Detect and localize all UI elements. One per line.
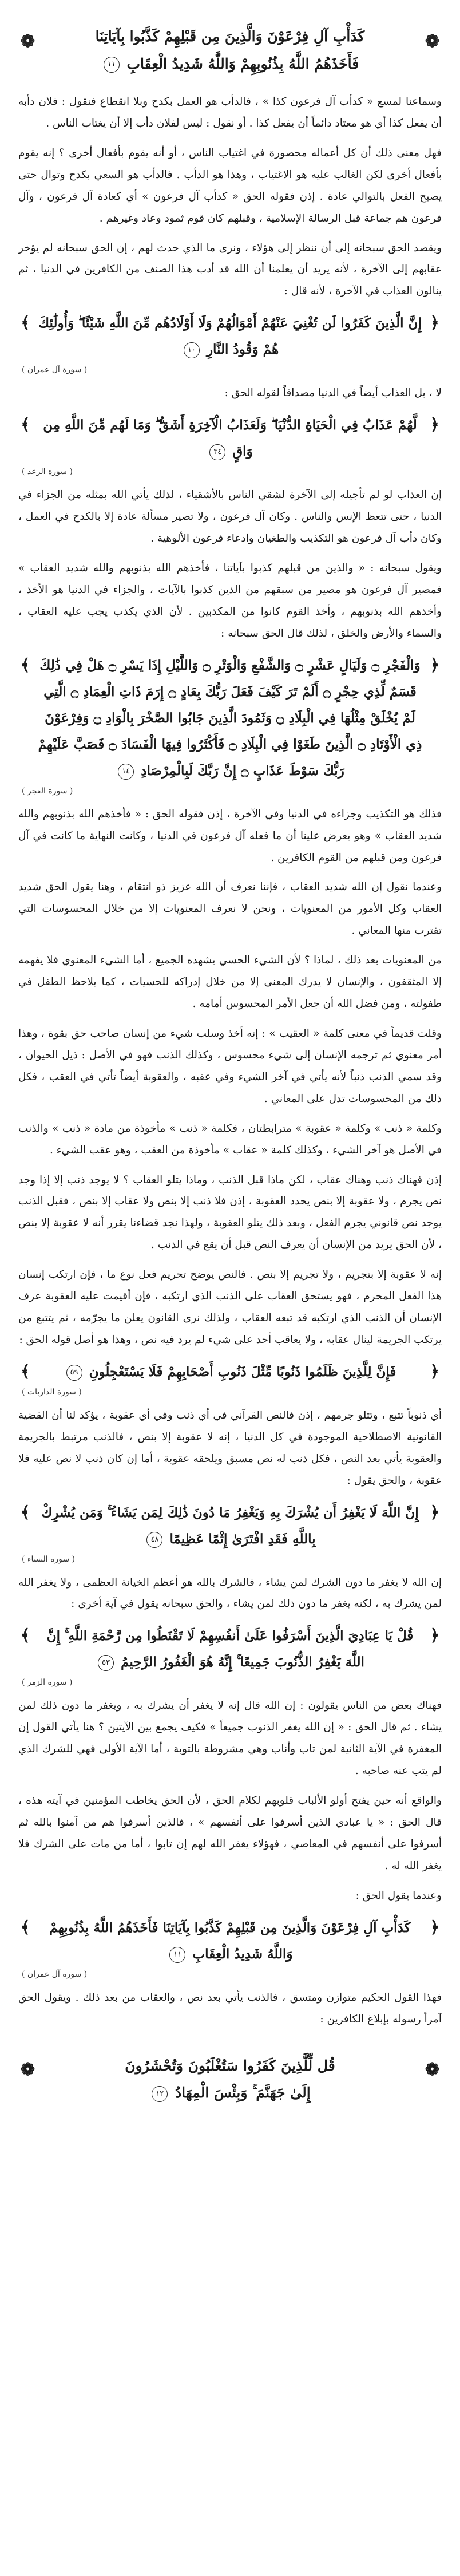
- verse-text: قُلْ يَا عِبَادِيَ الَّذِينَ أَسْرَفُوا عَلَىٰ أَنفُسِهِمْ لَا تَقْنَطُوا مِن رَّحْمَةِ اللَّهِ ۚ إِنَّ اللَّهَ يَغْفِرُ الذُّنُوبَ جَمِيعًا ۚ إِنَّهُ هُوَ الْغَفُورُ الرَّحِيمُ: [46, 1628, 414, 1670]
- paragraph: والواقع أنه حين يفتح أولو الألباب قلوبهم لكلام الحق ، لأن الحق يخاطب المؤمنين في آيته هذه ، قال الحق : « يا عبادي الذين أسرفوا على أنفسهم » ، فالذين أسرفوا هم من آمنوا بالله ثم أسرفوا على أنفسهم في المعاصي ، فهؤلاء يغفر الله لهم إن تابوا ، أما من مات على الشرك فلا يغفر الله له .: [18, 1795, 442, 1872]
- verse-source: ( سورة الزمر ): [22, 1678, 73, 1688]
- ayah-number: ٥٩: [66, 1365, 82, 1381]
- ayah-number: ٥٣: [98, 1655, 114, 1671]
- ornament-right-icon: ❁: [425, 31, 439, 52]
- paragraph: إنه لا عقوبة إلا بتجريم ، ولا تجريم إلا بنص . فالنص يوضح تحريم فعل نوع ما ، فإن ارتكب إنسان هذا الفعل المحرم ، فهو يستحق العقاب على الذنب الذي ارتكبه ، فإن أقيمت عليه العقوبة عرف الإنسان أن الذنب الذي ارتكبه قد تبعه العقاب ، ولذلك نرى القانون يعلن ما يجرّمه ، ثم يتتبع من يرتكب الجريمة لينال عقابه ، ولا يعاقب أحد على شيء لم يرد فيه نص ، وهذا هو أصل قوله الحق :: [18, 1269, 442, 1346]
- ayah-number: ١٠: [184, 342, 200, 358]
- verse-text: إِنَّ الَّذِينَ كَفَرُوا لَن تُغْنِيَ عَنْهُمْ أَمْوَالُهُمْ وَلَا أَوْلَادُهُم مِّنَ اللَّهِ شَيْئًا ۖ وَأُولَٰئِكَ هُمْ وَقُودُ النَّارِ: [38, 315, 422, 358]
- verse-source: ( سورة آل عمران ): [22, 1969, 88, 1979]
- paragraph: وكلمة « ذنب » وكلمة « عقوبة » مترابطتان ، فكلمة « ذنب » مأخوذة من مادة « ذنب » والذنب في الأصل هو آخر الشيء ، وكذلك كلمة « عقاب » مأخوذة من العقب ، وهو عقب الشيء .: [18, 1122, 442, 1156]
- verse-text: لَّهُمْ عَذَابٌ فِي الْحَيَاةِ الدُّنْيَا ۖ وَلَعَذَابُ الْآخِرَةِ أَشَقُّ ۖ وَمَا لَهُم مِّنَ اللَّهِ مِن وَاقٍ: [43, 417, 417, 460]
- bracket-open-icon: ﴿: [430, 655, 439, 674]
- paragraph: إن العذاب لو لم تأجيله إلى الآخرة لشقي الناس بالأشقياء ، لذلك يأتي الله بمثله من الجزاء في الدنيا ، حتى تتعظ الإنس والناس . وكان آل فرعون ، ولا تصير مسألة عادة إلا بالكدح في العمل ، وكان دأب آل فرعون هو التكذيب والطغيان وادعاء فرعون الألوهية .: [18, 489, 442, 545]
- verse-source: ( سورة الرعد ): [22, 467, 73, 477]
- bracket-open-icon: ﴿: [430, 313, 439, 333]
- ayah-number: ٣٤: [209, 444, 225, 460]
- closing-verse-line-1: قُل لِّلَّذِينَ كَفَرُوا سَتُغْلَبُونَ وَتُحْشَرُونَ: [125, 2057, 335, 2074]
- bracket-open-icon: ﴿: [430, 1361, 439, 1381]
- paragraph: أي ذنوباً تتبع ، وتتلو جرمهم ، إذن فالنص القرآني في أي ذنب وفي أي عقوبة ، يؤكد لنا أن القضية القانونية الاصطلاحية الموجودة في كل الدنيا ، إنه لا عقوبة إلا بنص ، فالذنب مرتبط بالجريمة والعقوبة يأتي بعد النص ، فكل ذنب له نص مسبق ويلحقه عقوبة ، أما إن كان ذنب لا نص عليه فلا عقوبة ، والحق يقول :: [18, 1409, 442, 1487]
- ayah-number: ١٤: [118, 764, 134, 780]
- bracket-close-icon: ﴾: [21, 415, 30, 434]
- closing-verse-line-2: [47, 2079, 413, 2107]
- paragraph: فهذا القول الحكيم متوازن ومتسق ، فالذنب يأتي بعد نص ، والعقاب من بعد ذلك . ويقول الحق آمراً رسوله بإبلاغ الكافرين :: [18, 1991, 442, 2025]
- ayah-number: ١٢: [152, 2086, 168, 2102]
- quran-verse: [18, 653, 442, 784]
- quran-verse: [18, 310, 442, 363]
- quran-verse: [18, 412, 442, 465]
- bracket-open-icon: ﴿: [430, 1917, 439, 1937]
- verse-source: ( سورة آل عمران ): [22, 365, 88, 375]
- paragraph: وسماعنا لمسع « كدأب آل فرعون كذا » ، فالدأب هو العمل بكدح وبلا انقطاع فنقول : فلان دأبه أن يفعل كذا أي هو معتاد دائماً أن يفعل كذا . أو نقول : ليس لفلان دأب إلا أن يغتاب الناس .: [18, 96, 442, 129]
- bracket-open-icon: ﴿: [430, 1626, 439, 1645]
- verse-text: كَدَأْبِ آلِ فِرْعَوْنَ وَالَّذِينَ مِن قَبْلِهِمْ كَذَّبُوا بِآيَاتِنَا فَأَخَذَهُمُ اللَّهُ بِذُنُوبِهِمْ وَاللَّهُ شَدِيدُ الْعِقَابِ: [49, 1919, 411, 1962]
- paragraph: إذن فهناك ذنب وهناك عقاب ، لكن ماذا قبل الذنب ، وماذا يتلو العقاب ؟ لا يوجد ذنب إلا إذا وجد نص يجرم ، ولا عقوبة إلا بنص يحدد العقوبة ، إذن فلا ذنب إلا بنص ولا عقاب إلا بنص ، فقبل الذنب يوجد نص قانوني يجرم الفعل ، وبعد ذلك يتلو العقوبة ، ولهذا نجد قضاءنا يقرر أنه لا عقوبة إلا بنص ، لأن الحق يريد من الإنسان أن يعرف النص قبل أن يقع في الذنب .: [18, 1174, 442, 1251]
- bracket-close-icon: ﴾: [21, 1361, 30, 1381]
- verse-text: فَإِنَّ لِلَّذِينَ ظَلَمُوا ذَنُوبًا مِّثْلَ ذَنُوبِ أَصْحَابِهِمْ فَلَا يَسْتَعْجِلُونِ: [89, 1364, 396, 1380]
- verse-text: وَالْفَجْرِ ۝ وَلَيَالٍ عَشْرٍ ۝ وَالشَّفْعِ وَالْوَتْرِ ۝ وَاللَّيْلِ إِذَا يَسْرِ ۝ هَلْ فِي ذَٰلِكَ قَسَمٌ لِّذِي حِجْرٍ ۝ أَلَمْ تَرَ كَيْفَ فَعَلَ رَبُّكَ بِعَادٍ ۝ إِرَمَ ذَاتِ الْعِمَادِ ۝ الَّتِي لَمْ يُخْلَقْ مِثْلُهَا فِي الْبِلَادِ ۝ وَثَمُودَ الَّذِينَ جَابُوا الصَّخْرَ بِالْوَادِ ۝ وَفِرْعَوْنَ ذِي الْأَوْتَادِ ۝ الَّذِينَ طَغَوْا فِي الْبِلَادِ ۝ فَأَكْثَرُوا فِيهَا الْفَسَادَ ۝ فَصَبَّ عَلَيْهِمْ رَبُّكَ سَوْطَ عَذَابٍ ۝ إِنَّ رَبَّكَ لَبِالْمِرْصَادِ: [38, 657, 422, 779]
- paragraph: ويقصد الحق سبحانه إلى أن ننظر إلى هؤلاء ، ونرى ما الذي حدث لهم ، إن الحق سبحانه لم يؤخر عقابهم إلى الآخرة ، لأنه يريد أن يعلمنا أن الله قد أدب هذا الصنف من الكافرين في الدنيا ، ثم ينالون العذاب في الآخرة ، لأنه قال :: [18, 242, 442, 298]
- paragraph: إن الله لا يغفر ما دون الشرك لمن يشاء ، فالشرك بالله هو أعظم الخيانة العظمى ، ولا يغفر الله لمن يشرك به ، لكنه يغفر ما دون ذلك لمن يشاء ، والحق سبحانه يقول في آية أخرى :: [18, 1576, 442, 1610]
- header-verse-line-2: [49, 50, 411, 78]
- ornament-left-icon: ❁: [21, 31, 35, 52]
- header-verse: [18, 15, 442, 83]
- paragraph: فهناك بعض من الناس يقولون : إن الله قال إنه لا يغفر أن يشرك به ، ويغفر ما دون ذلك لمن يشاء . ثم قال الحق : « إن الله يغفر الذنوب جميعاً » فكيف يجمع بين الآيتين ؟ هنا يأتي القول إن المغفرة في الآية الثانية لمن تاب وأناب وهي مشروطة بالتوبة ، أما الآية الأولى فهي للشرك الذي لم يتب عنه صاحبه .: [18, 1700, 442, 1777]
- quran-verse: [18, 1915, 442, 1967]
- ayah-number: ١١: [169, 1947, 185, 1963]
- page: [18, 0, 442, 2111]
- header-verse-line-1: كَدَأْبِ آلِ فِرْعَوْنَ وَالَّذِينَ مِن قَبْلِهِمْ كَذَّبُوا بِآيَاتِنَا: [95, 28, 365, 45]
- paragraph: من المعنويات بعد ذلك ، لماذا ؟ لأن الشيء الحسي يشهده الجميع ، أما الشيء المعنوي فلا يفهمه إلا المثقفون ، والإنسان لا يدرك المعنى إلا من خلال إدراكه للحسيات ، كما يلاحظ الطفل في طفولته ، ومن فضل الله أن جعل الأمر المحسوس أمامه .: [18, 954, 442, 1010]
- ornament-left-icon: ❁: [21, 2059, 35, 2080]
- bracket-open-icon: ﴿: [430, 415, 439, 434]
- bracket-close-icon: ﴾: [21, 313, 30, 333]
- verse-text: إِنَّ اللَّهَ لَا يَغْفِرُ أَن يُشْرَكَ بِهِ وَيَغْفِرُ مَا دُونَ ذَٰلِكَ لِمَن يَشَاءُ ۚ وَمَن يُشْرِكْ بِاللَّهِ فَقَدِ افْتَرَىٰ إِثْمًا عَظِيمًا: [41, 1504, 419, 1547]
- bracket-close-icon: ﴾: [21, 1502, 30, 1522]
- verse-source: ( سورة الذاريات ): [22, 1387, 82, 1397]
- paragraph: فهل معنى ذلك أن كل أعماله محصورة في اغتياب الناس ، أو أنه يقوم بأفعال أخرى ؟ إنه يقوم بأفعال أخرى لكن الغالب عليه هو الاغتياب ، وهذا هو الدأب . فالدأب هو السعي بكدح وتوال حتى يصبح الفعل بالتوالي عادة . إذن فقوله الحق « كدأب آل فرعون » أي كعادة آل فرعون ، وآل فرعون هم جماعة قبل الرسالة الإسلامية ، وقبلهم كان قوم ثمود وعاد وغيرهم .: [18, 147, 442, 224]
- verse-source: ( سورة النساء ): [22, 1554, 76, 1564]
- paragraph: فذلك هو التكذيب وجزاءه في الدنيا وفي الآخرة ، إذن فقوله الحق : « فأخذهم الله بذنوبهم والله شديد العقاب » وهو يعرض علينا أن ما فعله آل فرعون في الدنيا ، وكانت النهاية ما كانت في آل فرعون ومن قبلهم من القوم الكافرين .: [18, 808, 442, 864]
- bracket-close-icon: ﴾: [21, 655, 30, 674]
- quran-verse: [18, 1359, 442, 1385]
- quran-verse: [18, 1623, 442, 1676]
- bracket-open-icon: ﴿: [430, 1502, 439, 1522]
- paragraph: وعندما يقول الحق :: [355, 1889, 442, 1902]
- paragraph: وعندما نقول إن الله شديد العقاب ، فإننا نعرف أن الله عزيز ذو انتقام ، وهنا يقول الحق شديد العقاب وكل الأمور من المعنويات ، ونحن لا نعرف المعنويات إلا من خلال المحسوسات التي تقترب منها المعاني .: [18, 881, 442, 937]
- verse-source: ( سورة الفجر ): [22, 786, 73, 796]
- paragraph: ويقول سبحانه : « والذين من قبلهم كذبوا بآياتنا ، فأخذهم الله بذنوبهم والله شديد العقاب » فمصير آل فرعون هو مصير من سبقهم من الذين كذبوا بالآيات ، والجزاء في الدنيا هو الأخذ ، وأخذهم الله بذنوبهم ، وأخذ القوم كانوا من المكذبين . لأن الذي يكذب يجب عليه العقاب ، والسماء والأرض والخلق ، لذلك قال الحق سبحانه :: [18, 562, 442, 639]
- paragraph: لا ، بل العذاب أيضاً في الدنيا مصداقاً لقوله الحق :: [224, 387, 442, 400]
- bracket-close-icon: ﴾: [21, 1917, 30, 1937]
- closing-verse-line-2-text: إِلَىٰ جَهَنَّمَ ۚ وَبِئْسَ الْمِهَادُ: [175, 2084, 311, 2101]
- quran-verse: [18, 1500, 442, 1552]
- paragraph: وقلت قديماً في معنى كلمة « العقيب » : إنه أخذ وسلب شيء من إنسان صاحب حق بقوة ، وهذا أمر معنوي ثم ترجمه الإنسان إلى شيء محسوس ، وكذلك الذنب فهو في الأصل : ذيل الحيوان ، وقد سمي الذنب ذنباً لأنه يأتي في آخر الشيء وفي عقبه ، والعقوبة أيضاً تأتي في العقب ، فكل ذلك من المحسوسات تدل على المعاني .: [18, 1027, 442, 1105]
- ayah-number: ١١: [104, 57, 120, 73]
- ayah-number: ٤٨: [146, 1532, 162, 1548]
- bracket-close-icon: ﴾: [21, 1626, 30, 1645]
- closing-verse: [18, 2048, 442, 2111]
- ornament-right-icon: ❁: [425, 2059, 439, 2080]
- header-verse-line-2-text: فَأَخَذَهُمُ اللَّهُ بِذُنُوبِهِمْ وَاللَّهُ شَدِيدُ الْعِقَابِ: [126, 55, 359, 72]
